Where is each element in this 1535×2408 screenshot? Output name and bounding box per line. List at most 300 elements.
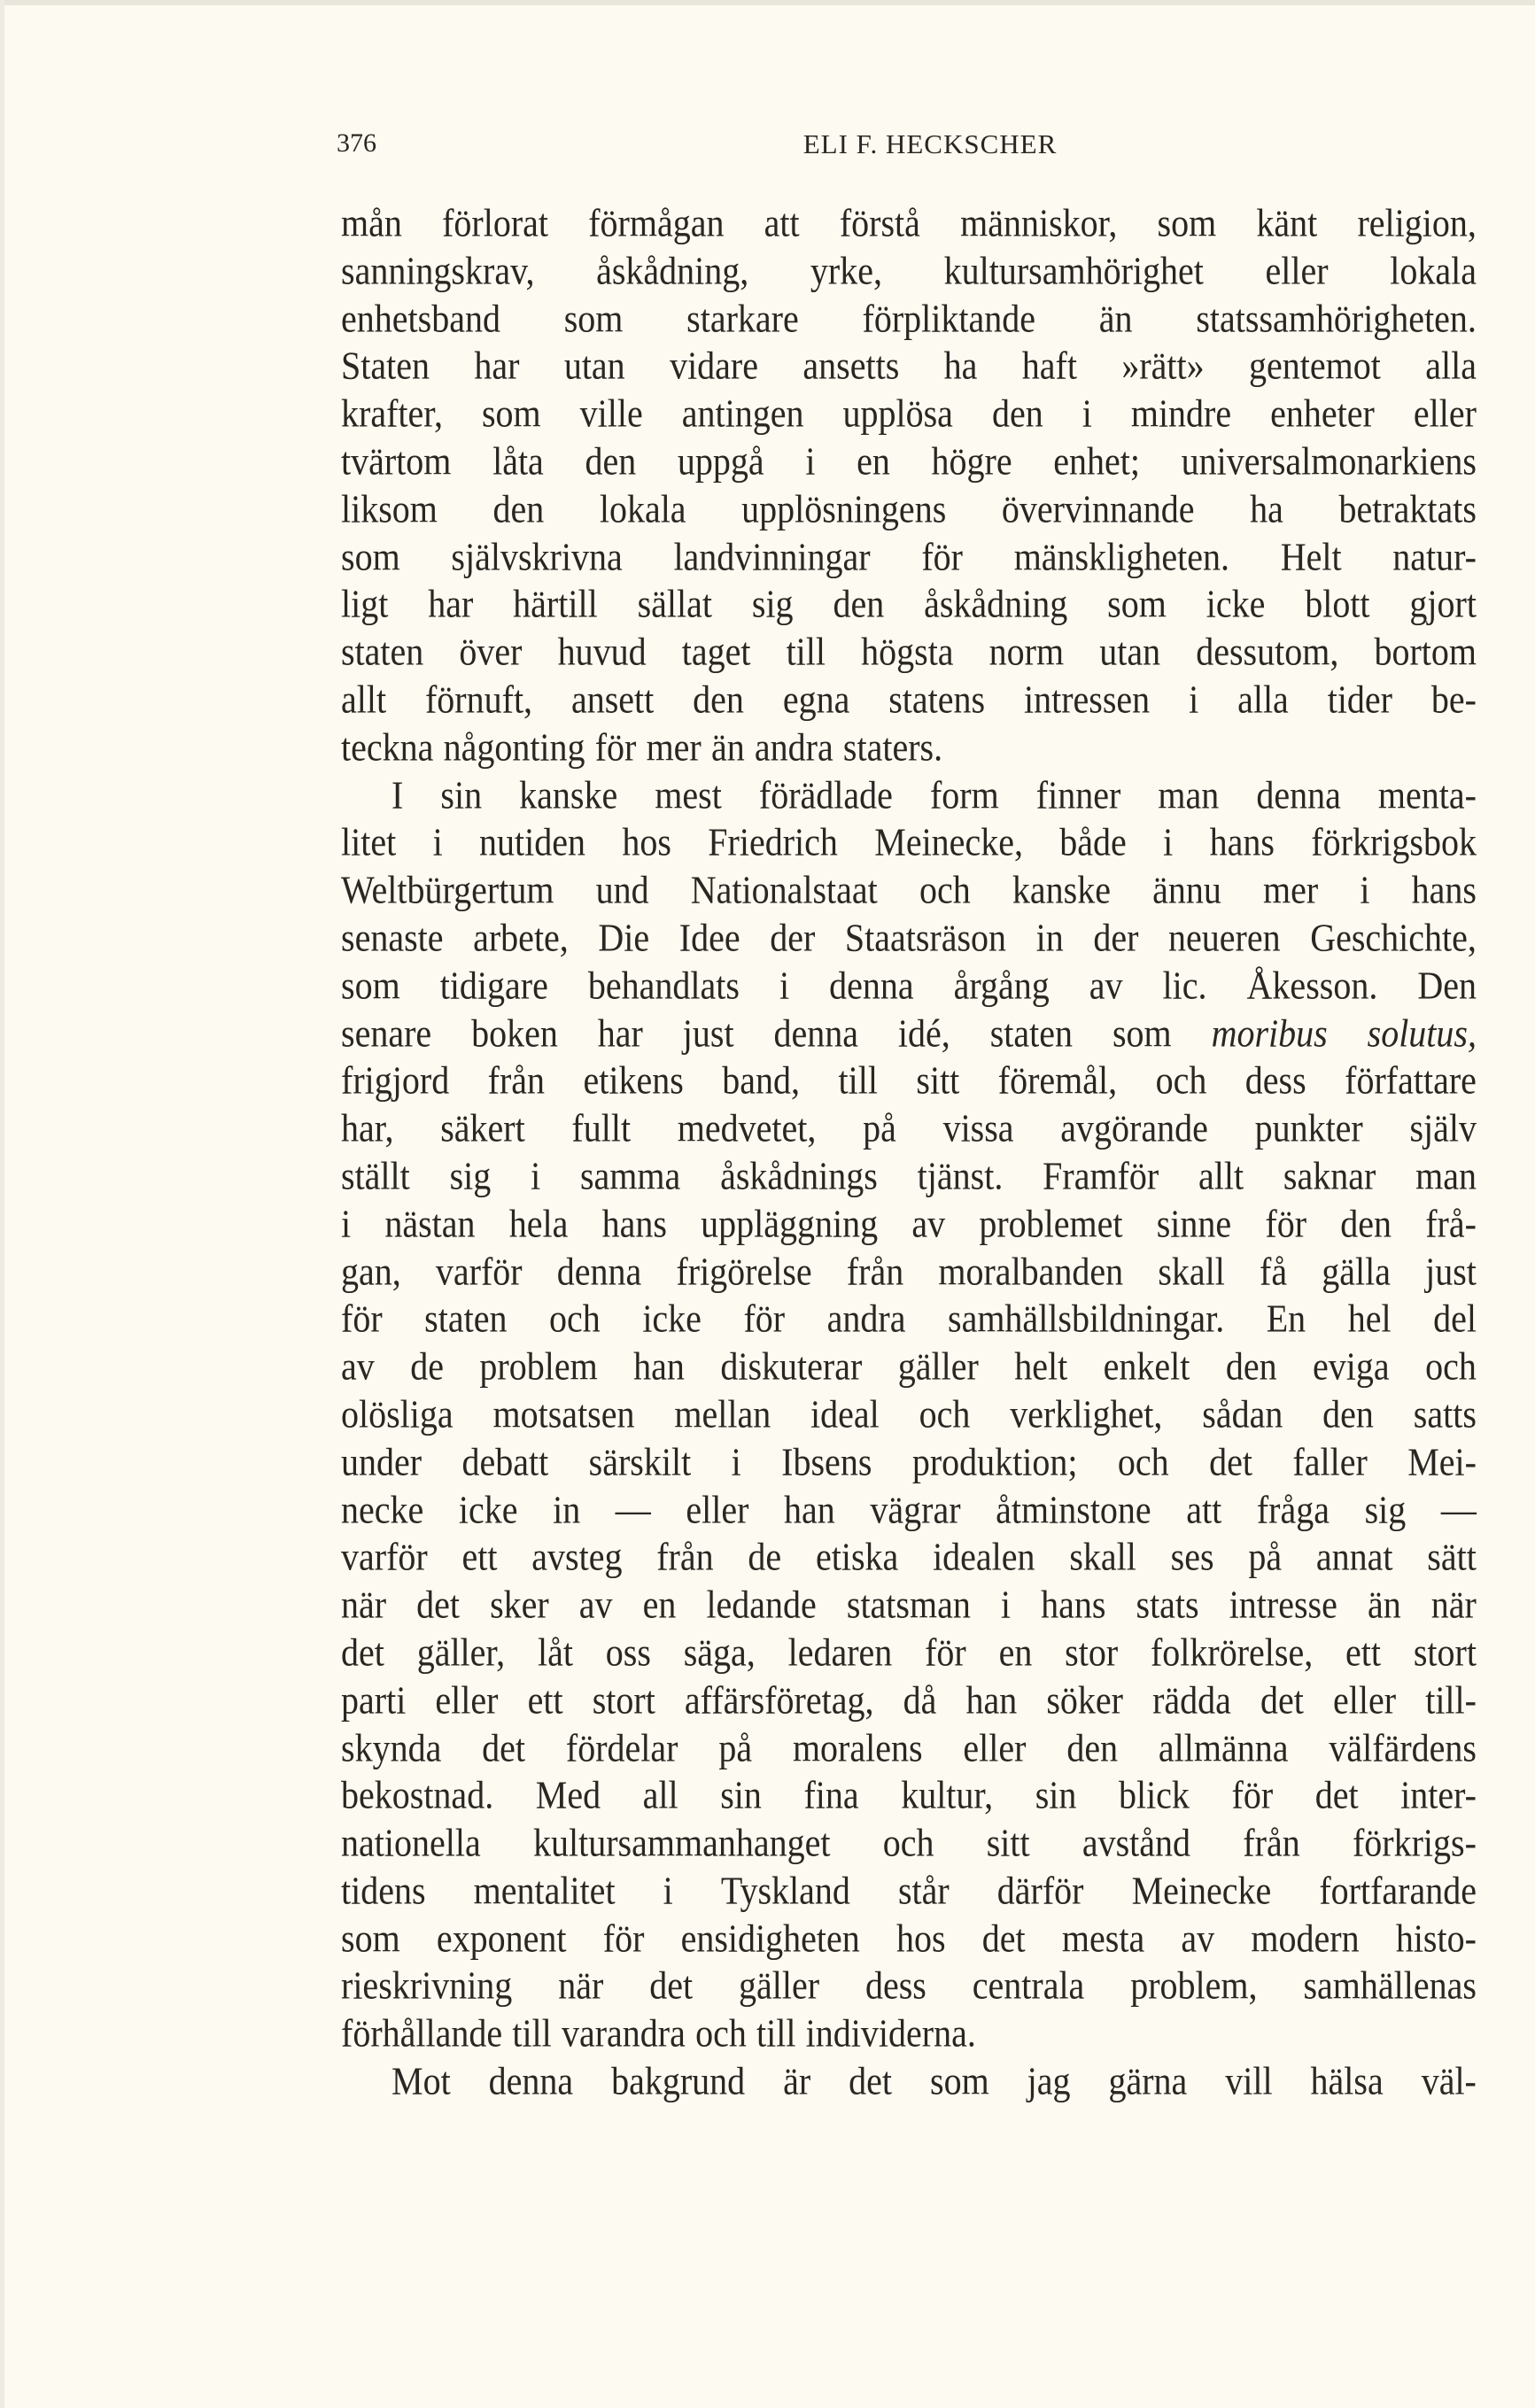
- word: in: [1035, 915, 1064, 960]
- word: allmänna: [1158, 1724, 1289, 1770]
- word: det: [849, 2058, 893, 2103]
- word: att: [764, 200, 800, 245]
- word: den: [585, 438, 637, 484]
- word: i: [663, 1868, 673, 1913]
- running-head: [337, 128, 1477, 167]
- word: egna: [782, 677, 850, 722]
- word: dessutom,: [1196, 629, 1339, 674]
- text-line: [341, 1244, 1477, 1297]
- text-line: [341, 1054, 1477, 1107]
- word: ville: [579, 391, 643, 436]
- word: tider: [1327, 677, 1393, 722]
- word: motsatsen: [492, 1391, 635, 1436]
- word: den: [833, 581, 885, 627]
- word: särskilt: [588, 1438, 692, 1484]
- word: ett: [461, 1534, 498, 1579]
- word: i: [1081, 391, 1092, 436]
- word: välfärdens: [1329, 1724, 1477, 1770]
- page-number: 376: [337, 128, 376, 158]
- word: hel: [1347, 1296, 1392, 1341]
- word: varandra: [561, 2010, 686, 2056]
- word: hälsa: [1310, 2058, 1384, 2103]
- word: människor,: [960, 200, 1118, 245]
- word: gjort: [1409, 581, 1477, 627]
- word: huvud: [557, 629, 647, 674]
- word: hos: [622, 819, 671, 865]
- word: Ibsens: [781, 1438, 872, 1484]
- word: icke: [642, 1296, 702, 1341]
- word: necke: [341, 1486, 424, 1532]
- word: modern: [1251, 1915, 1360, 1961]
- word: individerna.: [805, 2010, 976, 2056]
- word: som: [930, 2058, 989, 2103]
- word: känt: [1256, 200, 1318, 245]
- word: i: [1360, 867, 1370, 912]
- word: centrala: [972, 1963, 1085, 2009]
- word: solutus,: [1367, 1010, 1477, 1056]
- word: frå-: [1425, 1200, 1477, 1246]
- word: sin: [720, 1772, 762, 1817]
- word: stort: [1413, 1630, 1477, 1675]
- text-line: [341, 1959, 1477, 2012]
- word: denna: [1256, 771, 1341, 817]
- word: icke: [1206, 581, 1266, 627]
- word: härtill: [513, 581, 598, 627]
- word: har: [474, 343, 520, 389]
- word: den: [1225, 1343, 1277, 1389]
- word: etiska: [815, 1534, 899, 1579]
- text-line: [341, 291, 1477, 345]
- word: författare: [1345, 1057, 1477, 1103]
- word: högsta: [861, 629, 954, 674]
- word: exponent: [436, 1915, 567, 1961]
- word: oss: [605, 1630, 651, 1675]
- word: rieskrivning: [341, 1963, 513, 2009]
- word: moralbanden: [938, 1248, 1124, 1294]
- word: fördelar: [565, 1724, 678, 1770]
- word: fullt: [571, 1105, 632, 1150]
- word: och: [695, 2010, 747, 2056]
- word: själv: [1409, 1105, 1477, 1150]
- word: det: [1209, 1438, 1252, 1484]
- word: sitt: [916, 1057, 960, 1103]
- word: medvetet,: [677, 1105, 817, 1150]
- word: just: [682, 1010, 734, 1056]
- word: andra: [826, 1296, 906, 1341]
- word: självskrivna: [451, 533, 623, 579]
- word: mindre: [1130, 391, 1232, 436]
- word: ideal: [810, 1391, 880, 1436]
- word: uppgå: [677, 438, 764, 484]
- word: Med: [535, 1772, 601, 1817]
- word: åskådning,: [596, 248, 749, 293]
- word: åtminstone: [996, 1486, 1151, 1532]
- word: gentemot: [1249, 343, 1381, 389]
- word: åskådnings: [720, 1153, 878, 1198]
- word: han: [965, 1676, 1018, 1723]
- word: årgång: [953, 963, 1050, 1008]
- word: sådan: [1202, 1391, 1283, 1436]
- word: staten: [989, 1010, 1074, 1056]
- word: bakgrund: [611, 2058, 746, 2103]
- word: Staatsräson: [844, 915, 1007, 960]
- word: verklighet,: [1010, 1391, 1163, 1436]
- word: att: [1186, 1486, 1222, 1532]
- word: mänskligheten.: [1013, 533, 1229, 579]
- word: när: [1430, 1582, 1477, 1627]
- word: ensidigheten: [680, 1915, 860, 1961]
- text-line: [341, 625, 1477, 678]
- word: staten: [341, 629, 424, 674]
- word: Åkesson.: [1246, 963, 1378, 1008]
- word: för: [743, 1296, 786, 1341]
- word: punkter: [1254, 1105, 1363, 1150]
- word: enhetsband: [341, 295, 500, 341]
- word: skall: [1158, 1248, 1225, 1294]
- word: allt: [341, 677, 387, 722]
- word: stats: [1136, 1582, 1199, 1627]
- text-line: [341, 435, 1477, 488]
- word: eller: [1333, 1676, 1397, 1723]
- word: och: [919, 867, 971, 912]
- word: som: [341, 533, 400, 579]
- word: från: [656, 1534, 714, 1579]
- word: man: [1158, 771, 1220, 817]
- word: eller: [1265, 248, 1329, 293]
- word: eller: [1413, 391, 1477, 436]
- word: låt: [537, 1630, 573, 1675]
- word: eller: [435, 1676, 499, 1723]
- word: i: [1189, 677, 1199, 722]
- word: Die: [598, 915, 650, 960]
- word: sig: [1364, 1486, 1407, 1532]
- word: betraktats: [1338, 486, 1477, 531]
- word: som: [481, 391, 541, 436]
- word: för: [594, 724, 637, 770]
- word: under: [341, 1438, 423, 1484]
- word: i: [1000, 1582, 1012, 1627]
- word: gan,: [341, 1248, 401, 1294]
- word: vill: [1225, 2058, 1273, 2103]
- word: Tyskland: [720, 1868, 850, 1913]
- word: eller: [686, 1486, 749, 1532]
- word: i: [432, 819, 443, 865]
- word: den: [492, 486, 545, 531]
- text-line: [341, 1435, 1477, 1488]
- word: samhällsbildningar.: [948, 1296, 1225, 1341]
- word: nutiden: [479, 819, 586, 865]
- word: därför: [996, 1868, 1084, 1913]
- word: eller: [963, 1724, 1027, 1770]
- word: hans: [1209, 819, 1275, 865]
- word: det: [1314, 1772, 1359, 1817]
- word: icke: [458, 1486, 518, 1532]
- word: för: [1231, 1772, 1274, 1817]
- word: produktion;: [911, 1438, 1078, 1484]
- word: bortom: [1374, 629, 1477, 674]
- word: för: [925, 1630, 966, 1675]
- word: förmågan: [588, 200, 725, 245]
- word: olösliga: [341, 1391, 454, 1436]
- word: intressen: [1023, 677, 1151, 722]
- word: säkert: [440, 1105, 525, 1150]
- word: står: [897, 1868, 950, 1913]
- word: kultursammanhanget: [532, 1820, 831, 1865]
- word: sällat: [637, 581, 712, 627]
- text-line: [341, 483, 1477, 536]
- word: allt: [1198, 1153, 1244, 1198]
- word: problemet: [979, 1200, 1123, 1246]
- word: moribus: [1211, 1010, 1328, 1056]
- body-text: [341, 199, 1477, 2105]
- word: inter-: [1400, 1772, 1477, 1817]
- text-line: [341, 1911, 1477, 1964]
- word: Geschichte,: [1310, 915, 1477, 960]
- word: neueren: [1168, 915, 1281, 960]
- word: förhållande: [341, 2010, 503, 2056]
- word: faller: [1292, 1438, 1368, 1484]
- word: vidare: [670, 343, 759, 389]
- word: avgörande: [1060, 1105, 1208, 1150]
- word: då: [903, 1676, 937, 1723]
- word: kultur,: [901, 1772, 994, 1817]
- word: folkrörelse,: [1150, 1630, 1314, 1675]
- word: säga,: [683, 1630, 756, 1675]
- word: moralens: [792, 1724, 923, 1770]
- paragraph: [341, 771, 1477, 2058]
- word: staters.: [842, 724, 943, 770]
- word: litet: [341, 819, 397, 865]
- word: av: [1181, 1915, 1215, 1961]
- word: satts: [1413, 1391, 1477, 1436]
- word: tidigare: [439, 963, 548, 1008]
- word: förkrigs-: [1352, 1820, 1477, 1865]
- text-line: [341, 673, 1477, 726]
- word: form: [929, 771, 999, 817]
- word: lokala: [599, 486, 686, 531]
- word: der: [770, 915, 816, 960]
- word: ledaren: [787, 1630, 893, 1675]
- word: det: [341, 1630, 384, 1675]
- text-line: [341, 387, 1477, 440]
- word: ledande: [706, 1582, 817, 1627]
- word: och: [1117, 1438, 1169, 1484]
- word: blott: [1305, 581, 1370, 627]
- word: i: [805, 438, 816, 484]
- word: är: [783, 2058, 811, 2103]
- word: Mei-: [1407, 1438, 1477, 1484]
- word: fråga: [1256, 1486, 1330, 1532]
- word: Staten: [341, 343, 430, 389]
- word: und: [595, 867, 649, 912]
- word: ännu: [1152, 867, 1221, 912]
- word: statens: [888, 677, 986, 722]
- word: låta: [492, 438, 544, 484]
- word: en: [998, 1630, 1033, 1675]
- word: Den: [1417, 963, 1477, 1008]
- word: har: [428, 581, 474, 627]
- word: över: [459, 629, 523, 674]
- text-line: [341, 1102, 1477, 1155]
- word: de: [410, 1343, 444, 1389]
- word: universalmonarkiens: [1181, 438, 1477, 484]
- word: för: [341, 1296, 383, 1341]
- word: och: [549, 1296, 601, 1341]
- word: upplösningens: [741, 486, 947, 531]
- word: fina: [803, 1772, 859, 1817]
- word: föremål,: [997, 1057, 1118, 1103]
- word: hans: [1041, 1582, 1106, 1627]
- word: vissa: [942, 1105, 1014, 1150]
- word: intresse: [1229, 1582, 1337, 1627]
- word: till: [838, 1057, 878, 1103]
- word: Helt: [1280, 533, 1342, 579]
- word: den: [1340, 1200, 1392, 1246]
- word: från: [846, 1248, 904, 1294]
- word: den: [1066, 1724, 1119, 1770]
- word: Friedrich: [708, 819, 838, 865]
- word: dess: [864, 1963, 926, 2009]
- word: utan: [563, 343, 625, 389]
- word: ansett: [570, 677, 655, 722]
- word: ha: [943, 343, 978, 389]
- word: diskuterar: [720, 1343, 863, 1389]
- word: i: [779, 963, 790, 1008]
- text-line: [341, 1673, 1477, 1726]
- word: denna: [829, 963, 914, 1008]
- word: religion,: [1357, 200, 1477, 245]
- text-line: [341, 911, 1477, 964]
- word: parti: [341, 1676, 407, 1723]
- text-line: [341, 530, 1477, 583]
- word: skynda: [341, 1724, 442, 1770]
- word: han: [633, 1343, 685, 1389]
- word: samma: [579, 1153, 681, 1198]
- word: upplösa: [842, 391, 953, 436]
- text-line: [341, 2055, 1477, 2108]
- word: mån: [341, 200, 402, 245]
- text-line: [341, 2007, 1477, 2060]
- text-line: [341, 959, 1477, 1012]
- word: nästan: [384, 1200, 476, 1246]
- word: histo-: [1395, 1915, 1477, 1961]
- text-line: [341, 721, 1477, 774]
- word: det: [649, 1963, 694, 2009]
- word: problem,: [1130, 1963, 1258, 2009]
- text-line: [341, 1816, 1477, 1870]
- word: affärsföretag,: [684, 1676, 874, 1723]
- word: dess: [1244, 1057, 1306, 1103]
- word: för: [602, 1915, 645, 1961]
- word: sin: [440, 771, 483, 817]
- word: gärna: [1108, 2058, 1188, 2103]
- word: —: [615, 1486, 651, 1532]
- word: sig: [751, 581, 794, 627]
- word: stor: [1065, 1630, 1119, 1675]
- text-line: [341, 816, 1477, 869]
- word: blick: [1118, 1772, 1190, 1817]
- word: frigjord: [341, 1057, 450, 1103]
- text-line: [341, 1530, 1477, 1583]
- word: jag: [1027, 2058, 1071, 2103]
- word: taget: [681, 629, 751, 674]
- word: högre: [931, 438, 1012, 484]
- text-line: [341, 339, 1477, 392]
- word: be-: [1430, 677, 1477, 722]
- word: statsman: [846, 1582, 971, 1627]
- word: på: [1248, 1534, 1283, 1579]
- word: sker: [490, 1582, 549, 1627]
- word: saknar: [1283, 1153, 1376, 1198]
- word: annat: [1315, 1534, 1393, 1579]
- word: både: [1059, 819, 1127, 865]
- word: ett: [527, 1676, 563, 1723]
- text-line: [341, 1721, 1477, 1774]
- word: arbete,: [473, 915, 569, 960]
- word: ett: [1345, 1630, 1382, 1675]
- word: åskådning: [924, 581, 1068, 627]
- word: det: [981, 1915, 1026, 1961]
- word: natur-: [1392, 533, 1477, 579]
- word: helt: [1014, 1343, 1068, 1389]
- word: frigörelse: [676, 1248, 812, 1294]
- word: eviga: [1313, 1343, 1390, 1389]
- word: gäller: [897, 1343, 979, 1389]
- word: vägrar: [870, 1486, 961, 1532]
- word: problem: [479, 1343, 598, 1389]
- word: och: [882, 1820, 934, 1865]
- word: ställt: [341, 1153, 410, 1198]
- word: yrke,: [810, 248, 882, 293]
- word: av: [578, 1582, 613, 1627]
- word: förnuft,: [424, 677, 533, 722]
- text-line: [341, 863, 1477, 917]
- word: av: [911, 1200, 946, 1246]
- word: denna: [773, 1010, 858, 1056]
- word: denna: [488, 2058, 574, 2103]
- word: Idee: [678, 915, 740, 960]
- word: behandlats: [587, 963, 740, 1008]
- word: menta-: [1377, 771, 1477, 817]
- word: den: [1322, 1391, 1374, 1436]
- scan-edge-left: [0, 0, 4, 2408]
- word: sanningskrav,: [341, 248, 535, 293]
- word: än: [710, 724, 745, 770]
- text-line: [341, 1769, 1477, 1822]
- paragraph: [341, 2057, 1477, 2105]
- word: gäller,: [416, 1630, 506, 1675]
- text-line: [341, 1197, 1477, 1250]
- word: sinne: [1156, 1200, 1232, 1246]
- word: sin: [1035, 1772, 1077, 1817]
- word: der: [1093, 915, 1139, 960]
- word: norm: [988, 629, 1065, 674]
- text-line: [341, 1483, 1477, 1536]
- word: mer: [1263, 867, 1319, 912]
- word: än: [1098, 295, 1133, 341]
- running-title: ELI F. HECKSCHER: [802, 128, 1058, 159]
- word: en: [857, 438, 890, 484]
- word: I: [392, 771, 404, 817]
- word: han: [784, 1486, 835, 1532]
- word: samhällenas: [1303, 1963, 1477, 2009]
- word: i: [531, 1153, 541, 1198]
- word: förstå: [839, 200, 920, 245]
- word: kultursamhörighet: [943, 248, 1204, 293]
- word: man: [1415, 1153, 1477, 1198]
- word: avstånd: [1081, 1820, 1191, 1865]
- word: till: [756, 2010, 796, 2056]
